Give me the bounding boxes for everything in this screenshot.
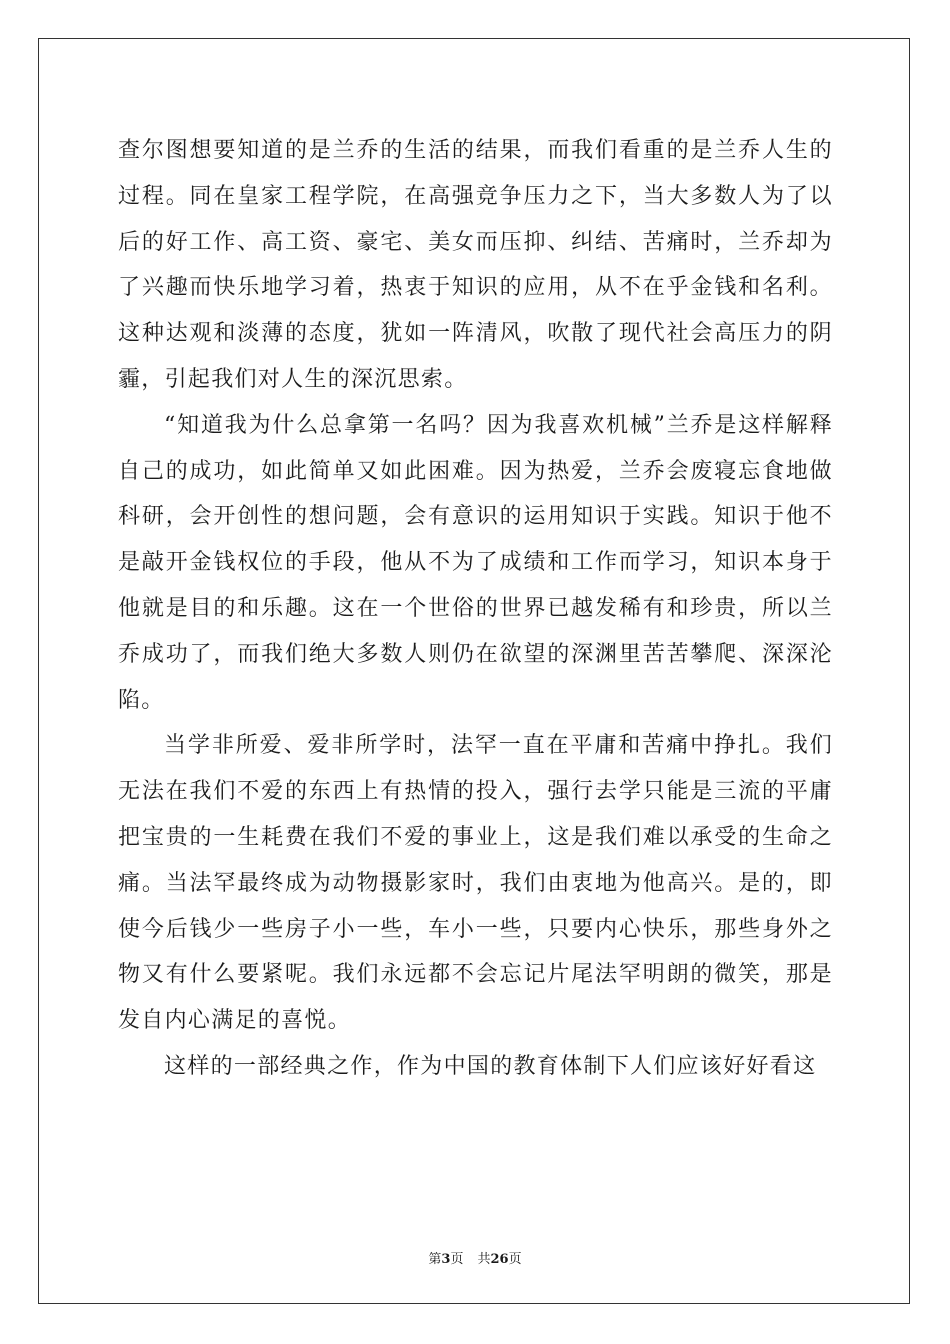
document-body xyxy=(118,128,833,1090)
page-footer xyxy=(0,1248,950,1267)
total-suffix: 页 xyxy=(508,1252,522,1267)
paragraph-3: 当学非所爱、爱非所学时，法罕一直在平庸和苦痛中挣扎。我们无法在我们不爱的东西上有热情的投入，强行去学只能是三流的平庸把宝贵的一生耗费在我们不爱的事业上，这是我们难以承受的生命之痛。当法罕最终成为动物摄影家时，我们由衷地为他高兴。是的，即使今后钱少一些房子小一些，车小一些，只要内心快乐，那些身外之物又有什么要紧呢。我们永远都不会忘记片尾法罕明朗的微笑，那是发自内心满足的喜悦。 xyxy=(118,733,833,1034)
current-page-number: 3 xyxy=(441,1252,451,1267)
page-prefix: 第 xyxy=(428,1252,442,1267)
paragraph-1: 查尔图想要知道的是兰乔的生活的结果，而我们看重的是兰乔人生的过程。同在皇家工程学院，在高强竞争压力之下，当大多数人为了以后的好工作、高工资、豪宅、美女而压抑、纠结、苦痛时，兰乔却为了兴趣而快乐地学习着，热衷于知识的应用，从不在乎金钱和名利。这种达观和淡薄的态度，犹如一阵清风，吹散了现代社会高压力的阴霾，引起我们对人生的深沉思索。 xyxy=(118,138,833,392)
paragraph-2: “知道我为什么总拿第一名吗？因为我喜欢机械”兰乔是这样解释自己的成功，如此简单又如此困难。因为热爱，兰乔会废寝忘食地做科研，会开创性的想问题，会有意识的运用知识于实践。知识于他不是敲开金钱权位的手段，他从不为了成绩和工作而学习，知识本身于他就是目的和乐趣。这在一个世俗的世界已越发稀有和珍贵，所以兰乔成功了，而我们绝大多数人则仍在欲望的深渊里苦苦攀爬、深深沦陷。 xyxy=(118,412,833,713)
total-prefix: 共 xyxy=(477,1252,491,1267)
total-page-count: 26 xyxy=(490,1252,509,1267)
paragraph-4: 这样的一部经典之作，作为中国的教育体制下人们应该好好看这 xyxy=(164,1053,817,1079)
page-suffix: 页 xyxy=(450,1252,464,1267)
